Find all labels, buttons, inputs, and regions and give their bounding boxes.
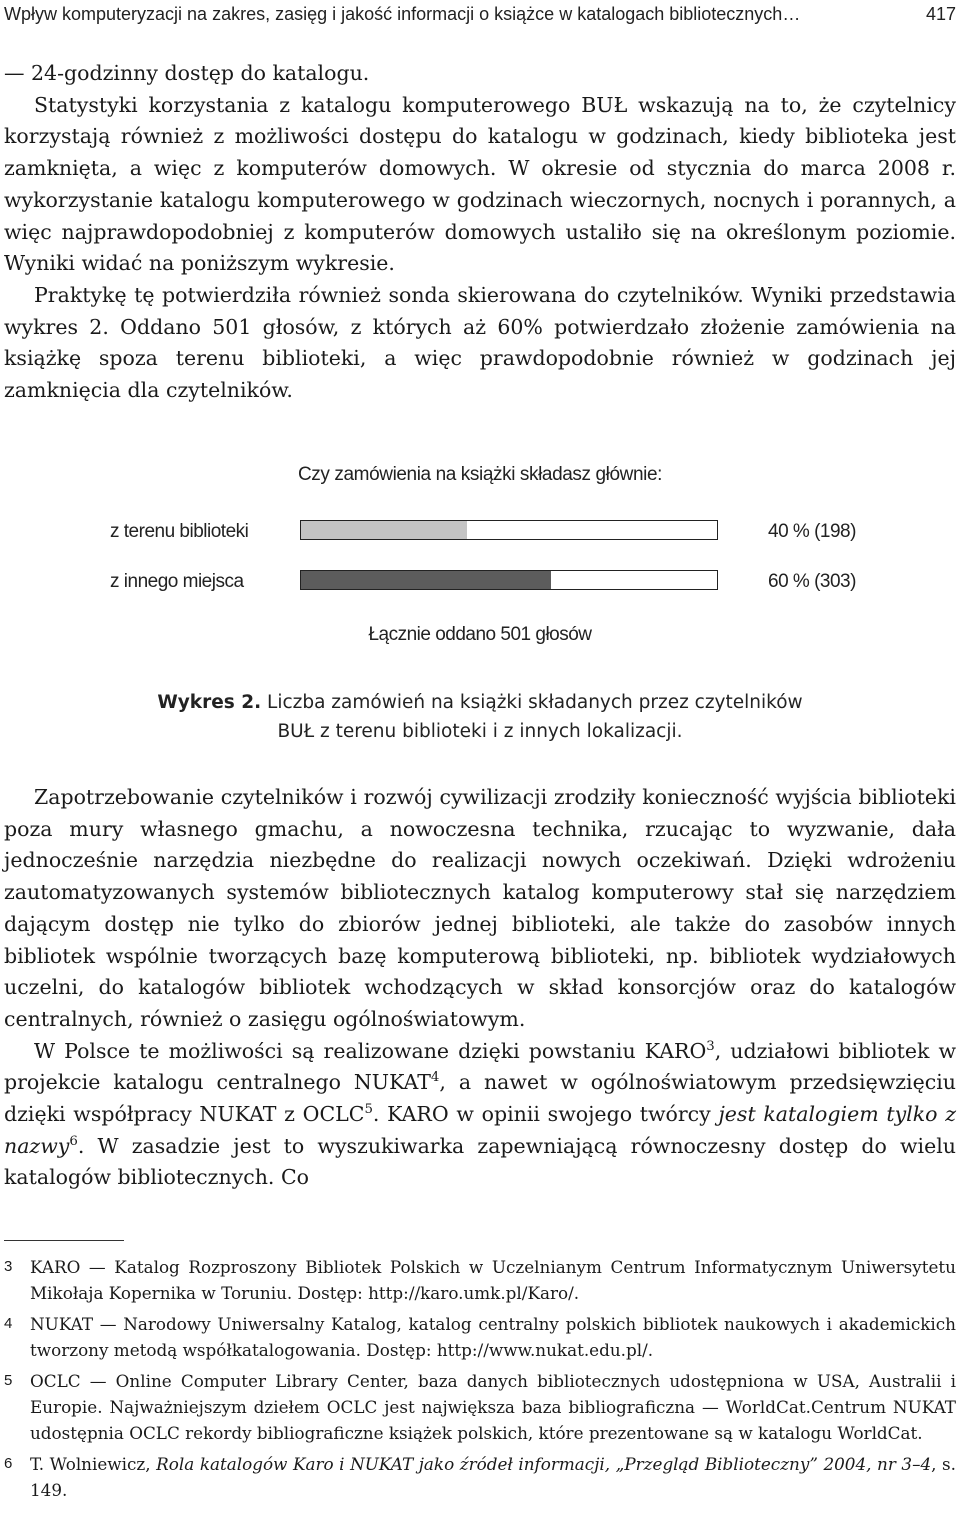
- footnote-5: [4, 1368, 956, 1446]
- footnote-number: 4: [4, 1315, 13, 1332]
- chart-total-votes: Łącznie oddano 501 głosów: [368, 624, 592, 645]
- caption-text-line1: Liczba zamówień na książki składanych przez czytelników: [261, 692, 803, 713]
- bar-track-1: [300, 520, 718, 540]
- text-run: , udziałowi bibliotek w projekcie katalogu centralnego NUKAT: [4, 1038, 956, 1095]
- footnote-ref-4[interactable]: 4: [430, 1070, 440, 1086]
- paragraph: — 24-godzinny dostęp do katalogu.: [4, 61, 370, 85]
- footnote-text: , s. 149.: [30, 1454, 957, 1500]
- footnote-ref-6[interactable]: 6: [69, 1133, 78, 1149]
- caption-text-line2: BUŁ z terenu biblioteki i z innych lokalizacji.: [277, 721, 683, 742]
- italic-quote: jest katalogiem tylko z nazwy: [4, 1102, 956, 1158]
- footnote-text: T. Wolniewicz,: [30, 1454, 157, 1474]
- body-text-bottom: [4, 782, 956, 1194]
- paragraph: [4, 1036, 956, 1195]
- footnotes: [4, 1254, 956, 1508]
- bar-track-2: [300, 570, 718, 590]
- footnote-text: KARO — Katalog Rozproszony Bibliotek Polskich w Uczelnianym Centrum Informatycznym Uniwersytetu Mikołaja Kopernika w Toruniu. Dostęp: http://karo.umk.pl/Karo/.: [30, 1257, 956, 1303]
- page-number: 417: [925, 4, 956, 24]
- paragraph: Praktykę tę potwierdziła również sonda skierowana do czytelników. Wyniki przedstawia wykres 2. Oddano 501 głosów, z których aż 60% potwierdzało złożenie zamówienia na książkę spoza terenu biblioteki, a więc prawdopodobnie również w godzinach jej zamknięcia dla czytelników.: [4, 282, 956, 403]
- footnote-divider: [4, 1240, 124, 1241]
- footnote-4: [4, 1311, 956, 1363]
- text-run: . KARO w opinii swojego twórcy: [372, 1102, 719, 1127]
- footnote-6: [4, 1451, 956, 1503]
- paragraph: Statystyki korzystania z katalogu komputerowego BUŁ wskazują na to, że czytelnicy korzystają również z możliwości dostępu do katalogu w godzinach, kiedy biblioteka jest zamknięta, a więc z komputerów domowych. W okresie od stycznia do marca 2008 r. wykorzystanie katalogu komputerowego w godzinach wieczornych, nocnych i porannych, a więc najprawdopodobniej z komputerów domowych ustaliło się na określonym poziomie. Wyniki widać na poniższym wykresie.: [4, 92, 956, 276]
- chart-title: Czy zamówienia na książki składasz głównie:: [297, 464, 662, 485]
- running-header: [4, 4, 956, 30]
- figure-caption: [0, 688, 960, 746]
- text-run: . W zasadzie jest to wyszukiwarka zapewniającą równoczesny dostęp do wielu katalogów bibliotecznych. Co: [4, 1133, 956, 1190]
- footnote-number: 5: [4, 1372, 13, 1389]
- caption-label: Wykres 2.: [157, 692, 262, 713]
- bar-2: [301, 571, 551, 589]
- text-run: W Polsce te możliwości są realizowane dzięki powstaniu KARO: [34, 1038, 707, 1063]
- footnote-italic: Rola katalogów Karo i NUKAT jako źródeł informacji, „Przegląd Biblioteczny” 2004, nr 3–4: [156, 1454, 932, 1474]
- footnote-number: 6: [4, 1455, 13, 1472]
- footnote-text: NUKAT — Narodowy Uniwersalny Katalog, katalog centralny polskich bibliotek naukowych i akademickich tworzony metodą współkatalogowania. Dostęp: http://www.nukat.edu.pl/.: [30, 1314, 956, 1360]
- value-label-1: 40 % (198): [768, 521, 856, 542]
- text-run: , a nawet w ogólnoświatowym przedsięwzięciu dzięki współpracy NUKAT z OCLC: [4, 1070, 956, 1127]
- value-label-2: 60 % (303): [768, 571, 856, 592]
- body-text-top: [4, 58, 956, 407]
- footnote-ref-5[interactable]: 5: [364, 1102, 373, 1118]
- category-label-2: z innego miejsca: [110, 571, 244, 592]
- running-title: Wpływ komputeryzacji na zakres, zasięg i jakość informacji o książce w katalogach bibliotecznych…: [4, 4, 801, 24]
- bar-1: [301, 521, 467, 539]
- footnote-text: OCLC — Online Computer Library Center, baza danych bibliotecznych udostępniona w USA, Australii i Europie. Najważniejszym dziełem OCLC jest największa baza bibliograficzna — WorldCat.Centrum NUKAT udostępnia OCLC rekordy bibliograficzne książek polskich, które prezentowane są w katalogu WorldCat.: [30, 1371, 956, 1443]
- footnote-number: 3: [4, 1258, 13, 1275]
- footnote-ref-3[interactable]: 3: [706, 1038, 715, 1054]
- category-label-1: z terenu biblioteki: [110, 521, 249, 542]
- paragraph: Zapotrzebowanie czytelników i rozwój cywilizacji zrodziły konieczność wyjścia biblioteki poza mury własnego gmachu, a nowoczesna technika, rzucając to wyzwanie, dała jednocześnie narzędzia niezbędne do realizacji nowych oczekiwań. Dzięki wdrożeniu zautomatyzowanych systemów bibliotecznych katalog komputerowy stał się narzędziem dającym dostęp nie tylko do zbiorów jednej biblioteki, ale także do zasobów innych bibliotek wspólnie tworzących bazę komputerową biblioteki, np. bibliotek wydziałowych uczelni, do katalogów bibliotek wchodzących w skład konsorcjów oraz do katalogów centralnych, również o zasięgu ogólnoświatowym.: [4, 785, 956, 1031]
- footnote-3: [4, 1254, 956, 1306]
